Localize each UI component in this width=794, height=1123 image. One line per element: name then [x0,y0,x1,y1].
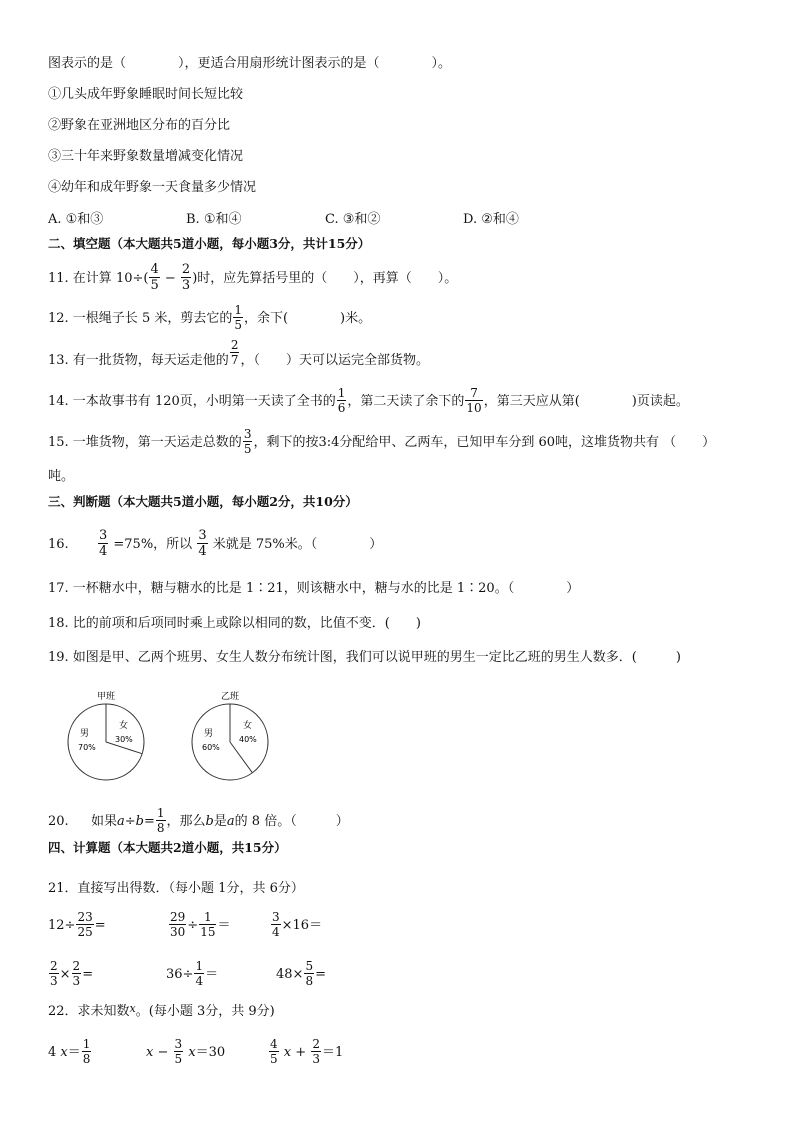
q20-text-b: ，那么 [166,814,206,829]
q20-equals: = [143,814,155,829]
q13-text-b: ，（ ）天可以运完全部货物。 [240,353,429,368]
q21-expr-5: 36÷ $\frac{1}{4}$ ＝ [166,959,219,988]
question-19: 19. 如图是甲、乙两个班男、女生人数分布统计图，我们可以说甲班的男生一定比乙班的男生人数多．( ) [48,650,681,665]
q-prev-item-2: ②野象在亚洲地区分布的百分比 [48,118,231,133]
q14-text-c: ，第三天应从第( )页读起。 [483,394,689,409]
question-12 [48,305,371,332]
q22-equation-2: x − $\frac{3}{5}$ x＝30 [146,1037,226,1066]
pie-value-male-2: 60% [202,743,220,752]
question-11 [48,264,457,293]
question-15 [48,429,715,456]
q20-divide: ÷ [124,814,136,829]
q-prev-item-3: ③三十年来野象数量增减变化情况 [48,149,244,164]
q13-fraction: $\frac{2}{7}$ [230,338,239,367]
q21-e5-fraction: $\frac{1}{4}$ [195,959,204,988]
q20-var-b2: b [205,814,214,829]
q20-number: 20. [48,814,69,829]
pie-label-male-2: 男 [204,729,214,739]
q21-e2-fraction-2: $\frac{1}{15}$ [200,910,216,939]
q16-fraction-1: $\frac{3}{4}$ [98,528,108,559]
q14-text-b: ，第二天读了余下的 [347,394,465,409]
q20-var-a: a [116,814,125,829]
q21-expr-4: $\frac{2}{3}$ × $\frac{2}{3}$ = [50,959,94,988]
q12-fraction: $\frac{1}{5}$ [234,303,242,332]
q11-operator: − [164,271,176,286]
q22-equation-3: $\frac{4}{5}$ x + $\frac{2}{3}$ ＝1 [270,1037,344,1066]
q21-expr-6: 48× $\frac{5}{8}$ = [276,959,326,988]
q21-e6-fraction: $\frac{5}{8}$ [305,959,314,988]
pie-value-female-2: 40% [239,735,257,744]
q-prev-line: 图表示的是（ ），更适合用扇形统计图表示的是（ ）。 [48,56,452,71]
q15-text-b: ，剩下的按3:4分配给甲、乙两车，已知甲车分到 60吨，这堆货物共有 （ ） [253,435,716,450]
q22-eq1-fraction: $\frac{1}{8}$ [82,1037,91,1066]
q22-equation-1: 4 x＝ $\frac{1}{8}$ [48,1037,91,1066]
question-16 [48,530,382,559]
q21-e1-fraction: $\frac{23}{25}$ [77,910,93,939]
q20-text-a: 如果 [90,814,117,829]
question-17: 17. 一杯糖水中，糖与糖水的比是 1∶21，则该糖水中，糖与水的比是 1∶20。（ ） [48,581,580,596]
pie-label-female-2: 女 [243,721,253,731]
question-18: 18. 比的前项和后项同时乘上或除以相同的数，比值不变．( ) [48,616,421,631]
q22-title: 22．求未知数$^x$。(每小题 3分，共 9分) [48,1002,275,1019]
q20-text-c: 是 [213,814,227,829]
q14-fraction-2: $\frac{7}{10}$ [466,386,482,415]
q11-text-a: 11. 在计算 10÷( [48,271,149,286]
q11-fraction-1: $\frac{4}{5}$ [150,262,159,293]
q21-expr-2: $\frac{29}{30}$ ÷ $\frac{1}{15}$ ＝ [170,910,231,939]
section-3-title: 三、判断题（本大题共5道小题，每小题2分，共10分） [48,494,358,509]
question-13 [48,338,429,374]
q15-text-a: 15. 一堆货物，第一天运走总数的 [48,435,242,450]
q22-eq2-fraction: $\frac{3}{5}$ [174,1037,183,1066]
option-d: D. ②和④ [463,212,519,227]
q14-fraction-1: $\frac{1}{6}$ [337,386,346,415]
option-c: C. ③和② [325,212,381,227]
q16-fraction-2: $\frac{3}{4}$ [198,528,207,559]
pie-title-2: 乙班 [220,692,240,702]
q16-text-b: 米就是 75%米。（ ） [212,537,383,552]
pie-value-female-1: 30% [115,735,133,744]
question-14 [48,388,689,415]
section-4-title: 四、计算题（本大题共2道小题，共15分） [48,840,287,855]
section-2-title: 二、填空题（本大题共5道小题，每小题3分，共计15分） [48,236,371,251]
q20-text-d: 的 8 倍。（ ） [234,814,349,829]
pie-title-1: 甲班 [96,692,116,702]
q22-eq3-fraction-2: $\frac{2}{3}$ [312,1037,320,1066]
q-prev-item-1: ①几头成年野象睡眠时间长短比较 [48,87,244,102]
q21-e4-fraction-1: $\frac{2}{3}$ [50,959,58,988]
question-20 [48,808,349,835]
q21-e3-fraction: $\frac{3}{4}$ [272,910,280,939]
q21-e4-fraction-2: $\frac{2}{3}$ [72,959,81,988]
q11-fraction-2: $\frac{2}{3}$ [181,262,191,293]
q22-eq3-fraction-1: $\frac{4}{5}$ [270,1037,278,1066]
q21-expr-3: $\frac{3}{4}$ ×16＝ [272,910,323,939]
q15-fraction: $\frac{3}{5}$ [243,427,252,456]
q20-var-b: b [135,814,144,829]
q-prev-item-4: ④幼年和成年野象一天食量多少情况 [48,180,257,195]
q15-continuation: 吨。 [48,469,75,484]
q21-e2-fraction-1: $\frac{29}{30}$ [170,910,186,939]
pie-charts [60,684,310,788]
q20-var-a2: a [226,814,235,829]
q16-text-a: =75%，所以 [113,537,193,552]
pie-value-male-1: 70% [78,743,96,752]
q21-expr-1: 12÷ $\frac{23}{25}$ = [48,910,106,939]
pie-label-male-1: 男 [80,729,90,739]
q16-number: 16. [48,537,69,552]
pie-label-female-1: 女 [119,721,129,731]
q20-fraction: $\frac{1}{8}$ [156,806,165,835]
q21-title: 21．直接写出得数．（每小题 1分，共 6分） [48,881,304,896]
option-a: A. ①和③ [48,212,104,227]
q12-text-a: 12. 一根绳子长 5 米，剪去它的 [48,311,233,326]
q14-text-a: 14. 一本故事书有 120页，小明第一天读了全书的 [48,394,336,409]
q13-text-a: 13. 有一批货物，每天运走他的 [48,353,229,368]
q11-text-b: )时，应先算括号里的（ ），再算（ ）。 [192,271,458,286]
option-b: B. ①和④ [186,212,242,227]
q12-text-b: ，余下( )米。 [243,311,372,326]
